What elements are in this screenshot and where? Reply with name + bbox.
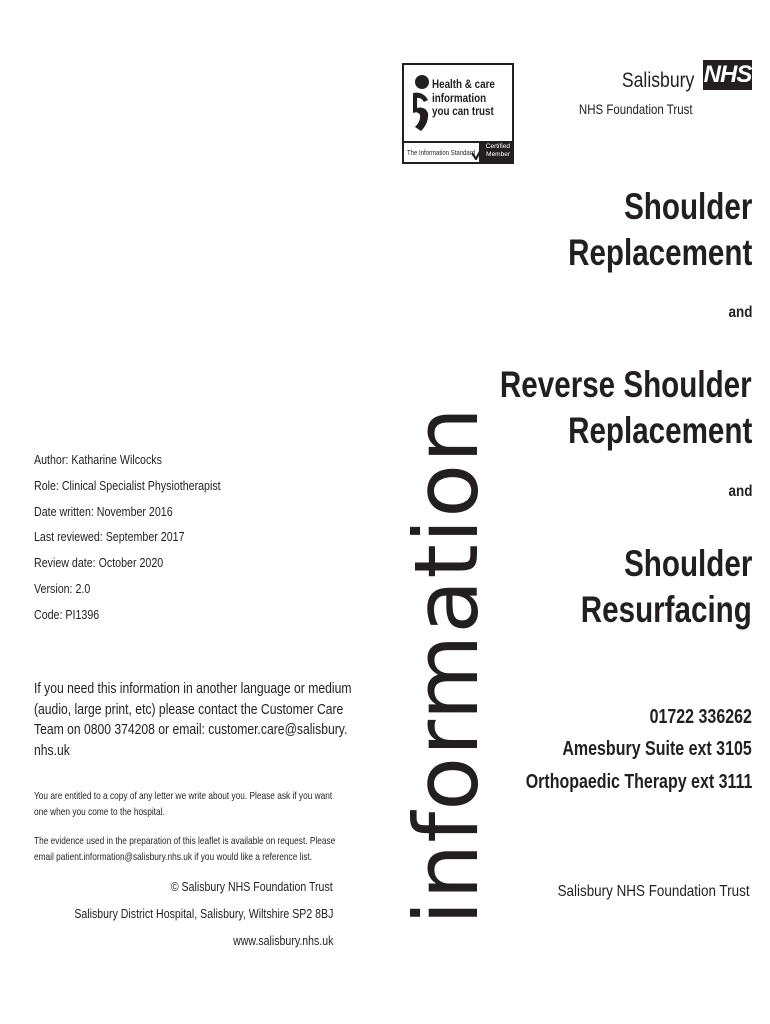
amesbury-suite-extension: Amesbury Suite ext 3105 [562, 738, 752, 760]
information-standard-badge [402, 63, 514, 164]
role-line: Role: Clinical Specialist Physiotherapist [34, 477, 221, 493]
certified-member-label: Certified Member [479, 141, 512, 162]
orthopaedic-therapy-extension: Orthopaedic Therapy ext 3111 [525, 771, 752, 793]
document-metadata [34, 452, 334, 633]
copyright-line: © Salisbury NHS Foundation Trust [171, 880, 333, 894]
author-line: Author: Katharine Wilcocks [34, 452, 162, 467]
title-shoulder-resurfacing: Shoulder Resurfacing [580, 543, 752, 630]
title-shoulder-replacement: Shoulder Replacement [567, 186, 752, 273]
review-date-line: Review date: October 2020 [34, 555, 164, 571]
letter-notice: You are entitled to a copy of any letter we write about you. Please ask if you want one when you come to the hospital. [34, 791, 333, 818]
version-line: Version: 2.0 [34, 580, 91, 596]
logo-trust-name: Salisbury [621, 69, 694, 92]
trust-footer: Salisbury NHS Foundation Trust [558, 883, 750, 900]
evidence-notice: The evidence used in the preparation of this leaflet is available on request. Please email patient.information@salisbury.nhs.uk if you would like a reference list. [34, 836, 336, 863]
code-line: Code: PI1396 [34, 606, 100, 622]
badge-text: Health & care information you can trust [432, 77, 495, 118]
nhs-logo: NHS [703, 61, 752, 88]
badge-footer-strip [404, 141, 512, 162]
and-connector-1: and [728, 304, 752, 321]
date-written-line: Date written: November 2016 [34, 503, 173, 519]
last-reviewed-line: Last reviewed: September 2017 [34, 529, 185, 545]
logo-subtitle: NHS Foundation Trust [579, 101, 693, 117]
website-link[interactable]: www.salisbury.nhs.uk [232, 934, 333, 948]
phone-number: 01722 336262 [649, 706, 752, 728]
vertical-information-word: information [395, 406, 498, 925]
information-standard-label: The Information Standard [407, 148, 476, 157]
hospital-address: Salisbury District Hospital, Salisbury, Wiltshire SP2 8BJ [73, 907, 333, 921]
person-icon [409, 73, 433, 135]
title-reverse-shoulder-replacement: Reverse Shoulder Replacement [500, 364, 752, 451]
language-notice: If you need this information in another language or medium (audio, large print, etc) please contact the Customer Care Team on 0800 374208 or email: customer.care@salisbury. nhs.uk [34, 680, 352, 759]
and-connector-2: and [728, 483, 752, 500]
